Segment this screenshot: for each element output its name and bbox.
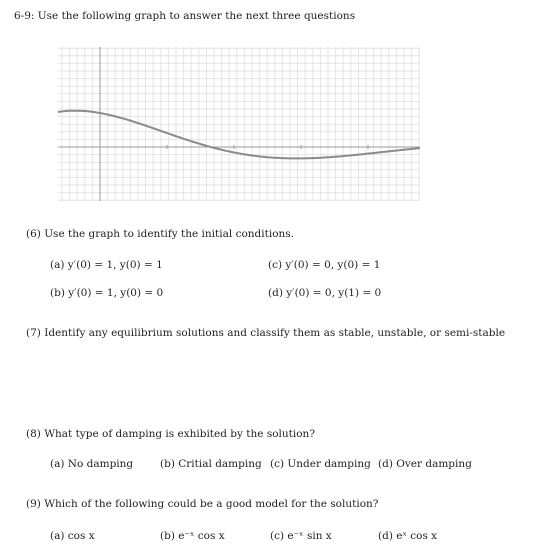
q8-option-a[interactable]: (a) No damping: [50, 458, 134, 470]
graph-grid: [58, 47, 420, 201]
section-header: 6-9: Use the following graph to answer the next three questions: [14, 10, 356, 22]
q8-prompt: (8) What type of damping is exhibited by the solution?: [26, 428, 315, 440]
q7-prompt: (7) Identify any equilibrium solutions and classify them as stable, unstable, or semi-stable: [26, 327, 506, 339]
q9-option-c[interactable]: (c) e⁻ˣ sin x: [270, 530, 332, 542]
q9-option-d[interactable]: (d) eˣ cos x: [378, 530, 438, 542]
q6-option-d[interactable]: (d) y′(0) = 0, y(1) = 0: [268, 287, 382, 299]
q9-prompt: (9) Which of the following could be a good model for the solution?: [26, 498, 379, 510]
q8-option-b[interactable]: (b) Critial damping: [160, 458, 262, 470]
q6-option-b[interactable]: (b) y′(0) = 1, y(0) = 0: [50, 287, 164, 299]
q6-prompt: (6) Use the graph to identify the initial conditions.: [26, 228, 295, 240]
q6-option-c[interactable]: (c) y′(0) = 0, y(0) = 1: [268, 259, 381, 271]
q8-option-d[interactable]: (d) Over damping: [378, 458, 472, 470]
q9-option-b[interactable]: (b) e⁻ˣ cos x: [160, 530, 225, 542]
q8-option-c[interactable]: (c) Under damping: [270, 458, 371, 470]
solution-graph: [58, 47, 420, 201]
q9-option-a[interactable]: (a) cos x: [50, 530, 95, 542]
q6-option-a[interactable]: (a) y′(0) = 1, y(0) = 1: [50, 259, 163, 271]
